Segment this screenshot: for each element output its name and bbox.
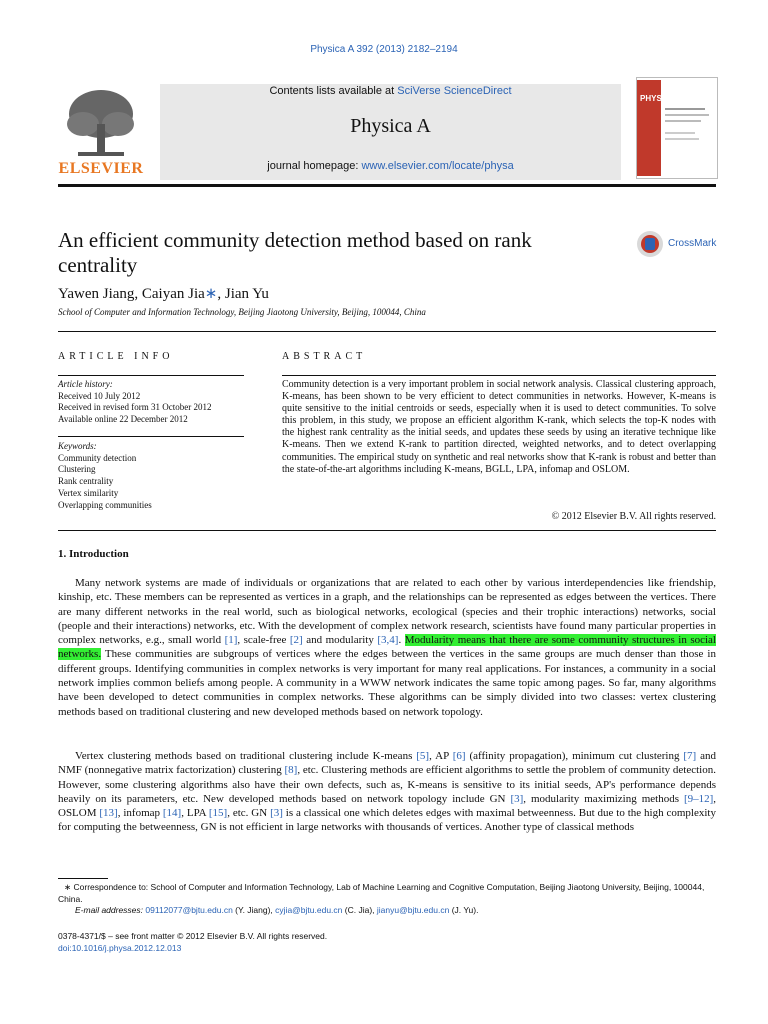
citation-ref[interactable]: [7] (683, 750, 697, 762)
keywords-rule (58, 436, 244, 437)
masthead-rule (58, 184, 716, 187)
contents-line (160, 85, 621, 97)
text-run: These communities are subgroups of vertices where the edges between the vertices in the same groups are much denser than those in different groups. Identifying communities in complex networks is very important for many real applications. For instances, a community in a social network implies common beliefs among people. A community in a WWW network indicates the same topic among pages. So far, many algorithms have been developed to detect communities in complex networks. These algorithms can be simply divided into two classes: vertex clustering methods based on traditional clustering and new developed methods based on network topology. (58, 648, 716, 718)
article-info-rule (58, 375, 244, 376)
citation-ref[interactable]: [3] (270, 807, 283, 820)
text-run: Many network systems are made of individuals or organizations that are related to each other by various interdependencies like friendship, kinship, etc. These members can be represented as vertices in a graph, and the relationships can be represented as edges between the vertices. There are many different networks in the real world, such as biological networks, ecological (species and their trophic interactions) networks, social (people and their interactions) networks, etc. With the development of complex network research, scientists have found many particular properties in complex networks, e.g., small world (58, 577, 716, 647)
sciencedirect-link[interactable]: SciVerse ScienceDirect (397, 85, 512, 97)
text-run: Vertex clustering methods based on traditional clustering include K-means (75, 750, 417, 762)
text-run: and NMF (nonnegative matrix factorization) clustering (58, 750, 717, 777)
email-owner: (C. Jia), (342, 905, 377, 915)
keyword-item: Vertex similarity (58, 487, 119, 498)
email-link[interactable]: jianyu@bjtu.edu.cn (376, 905, 450, 915)
authors-part1: Yawen Jiang, Caiyan Jia (58, 286, 205, 302)
footnote-rule (58, 878, 108, 879)
article-info-heading: ARTICLE INFO (58, 351, 174, 362)
citation-ref[interactable]: [8] (284, 764, 298, 777)
text-run: , AP (429, 750, 453, 762)
front-matter-text: 0378-4371/$ – see front matter © 2012 Elsevier B.V. All rights reserved. (58, 931, 328, 941)
introduction-heading: 1. Introduction (58, 548, 129, 560)
citation-ref[interactable]: [6] (452, 750, 466, 762)
crossmark-badge[interactable] (636, 230, 726, 258)
text-run: , modularity maximizing methods (523, 792, 684, 805)
cover-title: PHYSICA (640, 94, 676, 103)
front-matter (58, 931, 327, 954)
abstract-text: Community detection is a very important problem in social network analysis. Classical clustering approach, K-means, has been shown to be very efficient to detect communities in networks. However, K-means is quite sensitive to the initial centroids or seeds, especially when it is used to detect communities. To solve this problem, in this study, we propose an efficient algorithm K-rank, which selects the top-K nodes with the highest rank centrality as the initial seeds, and updates these seeds by using an iterative technique like K-means. Then we extend K-rank to partition directed, weighted networks, and to detect overlapping communities. The empirical study on synthetic and real networks show that K-rank is robust and better than the state-of-the-art algorithms including K-means, BGLL, LPA, infomap and OSLOM. (282, 379, 716, 475)
keyword-item: Rank centrality (58, 476, 114, 487)
citation-ref[interactable]: [3,4] (377, 634, 399, 647)
text-run: , OSLOM (58, 792, 717, 820)
crossmark-icon (636, 230, 664, 258)
correspondence-text: Correspondence to: School of Computer and Information Technology, Lab of Machine Learning and Cognitive Computation, Beijing Jiaotong University, Beijing, 100044, China. (58, 882, 705, 904)
homepage-line (160, 160, 621, 172)
publisher-logo-text: ELSEVIER (58, 160, 144, 177)
citation-ref[interactable]: [14] (162, 807, 182, 820)
author-list (58, 284, 269, 303)
abstract-bottom-rule (58, 530, 716, 531)
corresponding-author-mark[interactable]: ∗ (204, 286, 218, 302)
text-run: , etc. Clustering methods are efficient algorithms to settle the problem of community detection. However, some clustering algorithms also have their own defects, such as, K-means is sensitive to its initial seeds, AP's performance depends heavily on its parameters, etc. New developed methods based on network topology include GN (58, 764, 716, 805)
keyword-item: Community detection (58, 452, 137, 463)
affiliation: School of Computer and Information Technology, Beijing Jiaotong University, Beijing, 100044, China (58, 307, 426, 317)
journal-citation[interactable]: Physica A 392 (2013) 2182–2194 (310, 44, 458, 55)
crossmark-label: CrossMark (668, 238, 717, 249)
citation-ref[interactable]: [5] (416, 750, 430, 762)
keyword-item: Overlapping communities (58, 499, 152, 510)
title-rule (58, 331, 716, 332)
citation-ref[interactable]: [15] (208, 807, 228, 820)
keywords-label: Keywords: (58, 441, 97, 451)
authors-part2: , Jian Yu (217, 286, 269, 302)
abstract-copyright: © 2012 Elsevier B.V. All rights reserved. (551, 511, 716, 522)
email-owner: (J. Yu). (449, 905, 479, 915)
history-item: Received 10 July 2012 (58, 390, 141, 401)
text-run: , LPA (181, 807, 209, 820)
article-history (58, 379, 248, 426)
contents-prefix: Contents lists available at (269, 85, 398, 97)
citation-ref[interactable]: [1] (224, 634, 238, 647)
keywords-block (58, 441, 248, 511)
doi-link[interactable]: doi:10.1016/j.physa.2012.12.013 (58, 942, 182, 953)
intro-paragraph-1 (58, 576, 716, 719)
text-run: is a classical one which deletes edges with maximal betweenness. But due to the high complexity for computing the betweenness, GN is not efficient in large networks with thousands of vertices. Another type of classical methods (58, 807, 716, 834)
keyword-item: Clustering (58, 464, 96, 475)
email-link[interactable]: 09112077@bjtu.edu.cn (145, 905, 233, 915)
journal-title: Physica A (350, 115, 431, 137)
abstract-rule (282, 375, 716, 376)
citation-ref[interactable]: [3] (510, 792, 524, 805)
text-run: . (398, 634, 405, 647)
abstract-heading: ABSTRACT (282, 351, 367, 362)
citation-ref[interactable]: [2] (289, 634, 303, 647)
text-run: , infomap (117, 807, 163, 820)
paper-title: An efficient community detection method based on rank centrality (58, 228, 532, 277)
journal-cover-thumbnail (636, 77, 718, 179)
text-run: and modularity (302, 634, 378, 647)
text-run: (affinity propagation), minimum cut clustering (465, 750, 684, 762)
email-link[interactable]: cyjia@bjtu.edu.cn (275, 905, 343, 915)
text-run: , etc. GN (227, 807, 271, 820)
intro-paragraph-2 (58, 749, 716, 835)
citation-ref[interactable]: [9–12] (683, 792, 714, 805)
homepage-prefix: journal homepage: (267, 160, 362, 172)
highlighted-sentence[interactable]: Modularity means that there are some community structures in social networks. (58, 634, 716, 661)
correspondence-footnote (58, 882, 716, 917)
citation-ref[interactable]: [13] (99, 807, 118, 820)
history-item: Received in revised form 31 October 2012 (58, 402, 212, 413)
history-item: Available online 22 December 2012 (58, 414, 188, 425)
footnote-mark: ∗ (64, 882, 72, 892)
homepage-link[interactable]: www.elsevier.com/locate/physa (361, 160, 514, 172)
text-run: , scale-free (237, 634, 290, 647)
email-owner: (Y. Jiang), (232, 905, 276, 915)
email-label: E-mail addresses: (75, 905, 146, 915)
history-label: Article history: (58, 379, 113, 389)
